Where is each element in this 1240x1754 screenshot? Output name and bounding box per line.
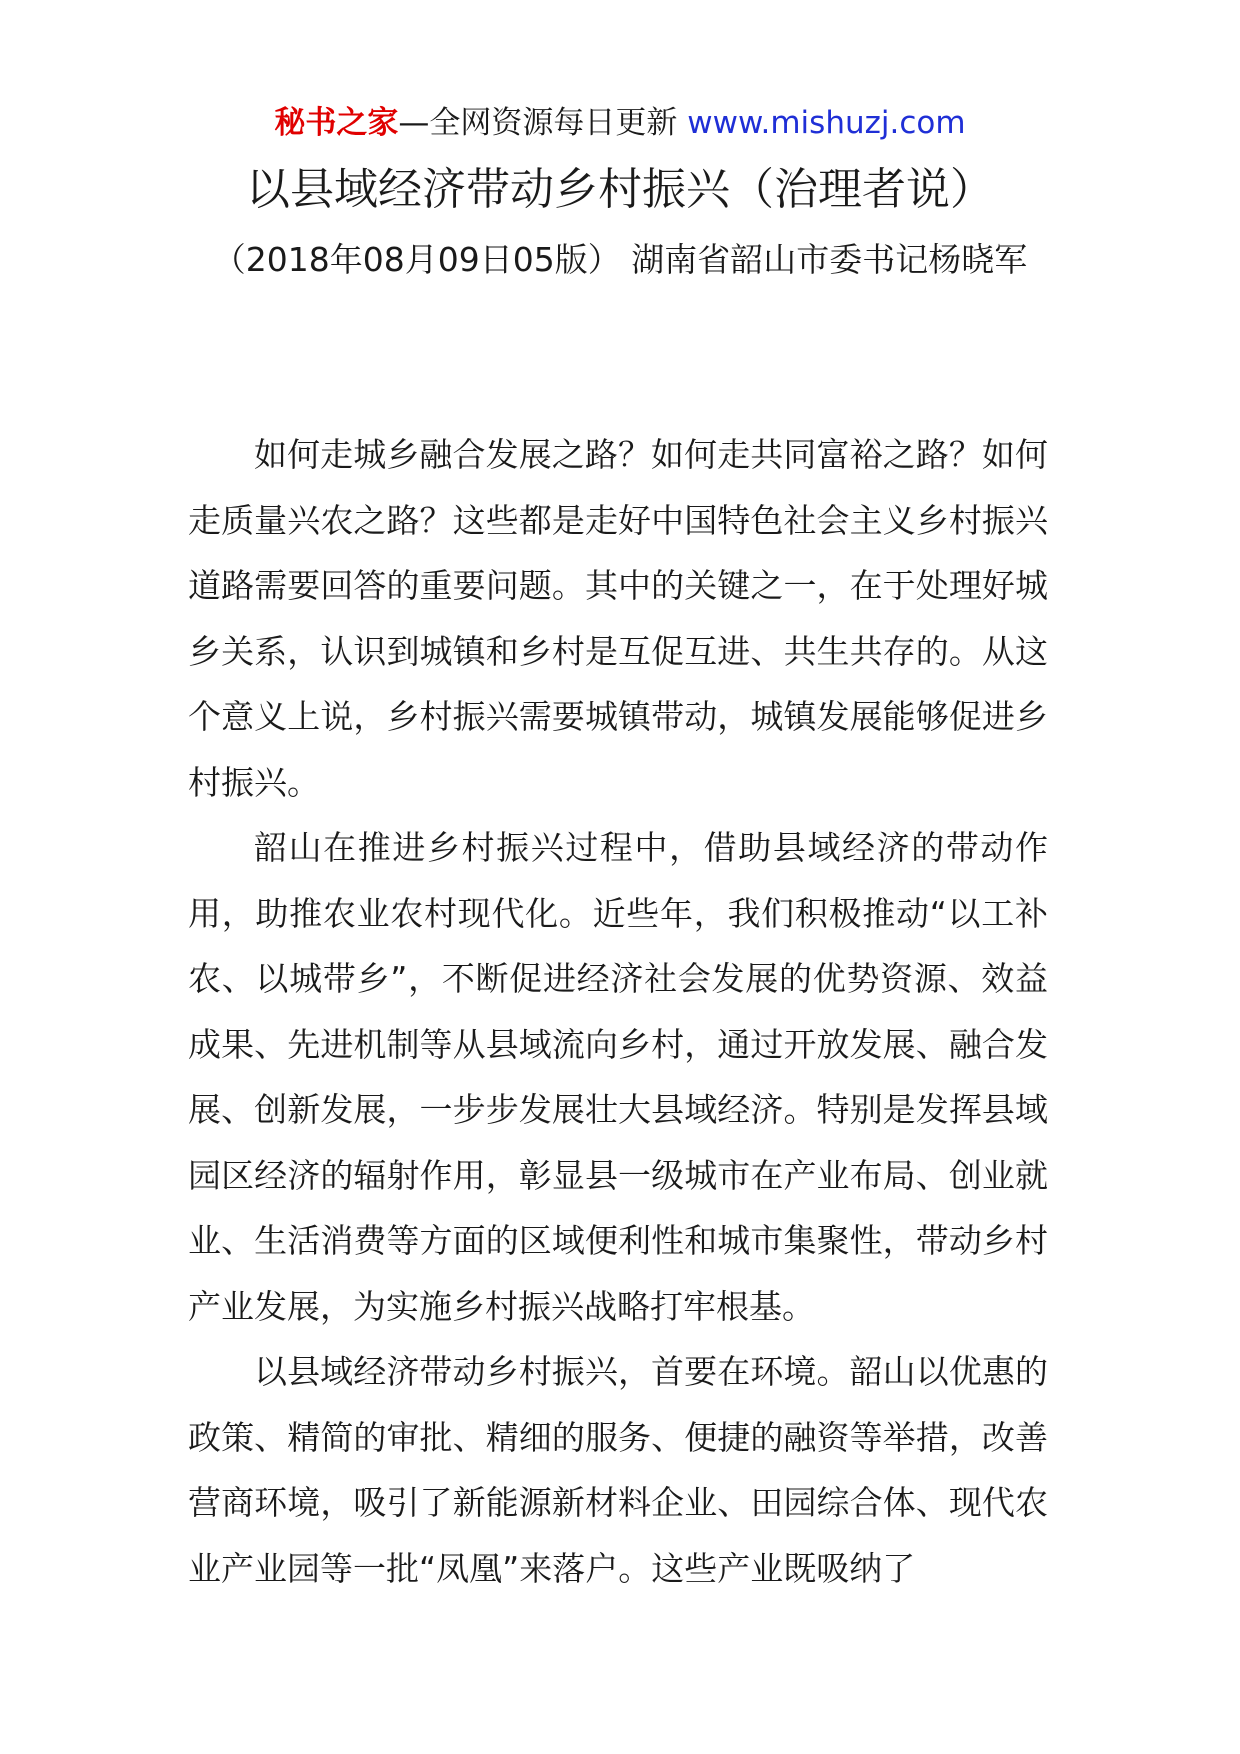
article-title: 以县域经济带动乡村振兴（治理者说）: [246, 164, 994, 215]
article-paragraph: 如何走城乡融合发展之路？如何走共同富裕之路？如何走质量兴农之路？这些都是走好中国特色社会主义乡村振兴道路需要回答的重要问题。其中的关键之一，在于处理好城乡关系，认识到城镇和乡村是互促互进、共生共存的。从这个意义上说，乡村振兴需要城镇带动，城镇发展能够促进乡村振兴。: [188, 435, 1048, 802]
article-paragraph: 以县域经济带动乡村振兴，首要在环境。韶山以优惠的政策、精简的审批、精细的服务、便捷的融资等举措，改善营商环境，吸引了新能源新材料企业、田园综合体、现代农业产业园等一批“凤凰”来落户。这些产业既吸纳了: [188, 1352, 1048, 1588]
site-header: [0, 100, 1240, 146]
article-byline: （2018年08月09日05版） 湖南省韶山市委书记杨晓军: [212, 240, 1028, 279]
article-body: [188, 422, 1048, 1601]
article-paragraph: 韶山在推进乡村振兴过程中，借助县域经济的带动作用，助推农业农村现代化。近些年，我们积极推动“以工补农、以城带乡”，不断促进经济社会发展的优势资源、效益成果、先进机制等从县域流向乡村，通过开放发展、融合发展、创新发展，一步步发展壮大县域经济。特别是发挥县域园区经济的辐射作用，彰显县一级城市在产业布局、创业就业、生活消费等方面的区域便利性和城市集聚性，带动乡村产业发展，为实施乡村振兴战略打牢根基。: [188, 828, 1048, 1326]
site-slogan: —全网资源每日更新: [398, 105, 678, 141]
site-url-link[interactable]: www.mishuzj.com: [687, 105, 966, 141]
site-brand: 秘书之家: [274, 105, 399, 141]
